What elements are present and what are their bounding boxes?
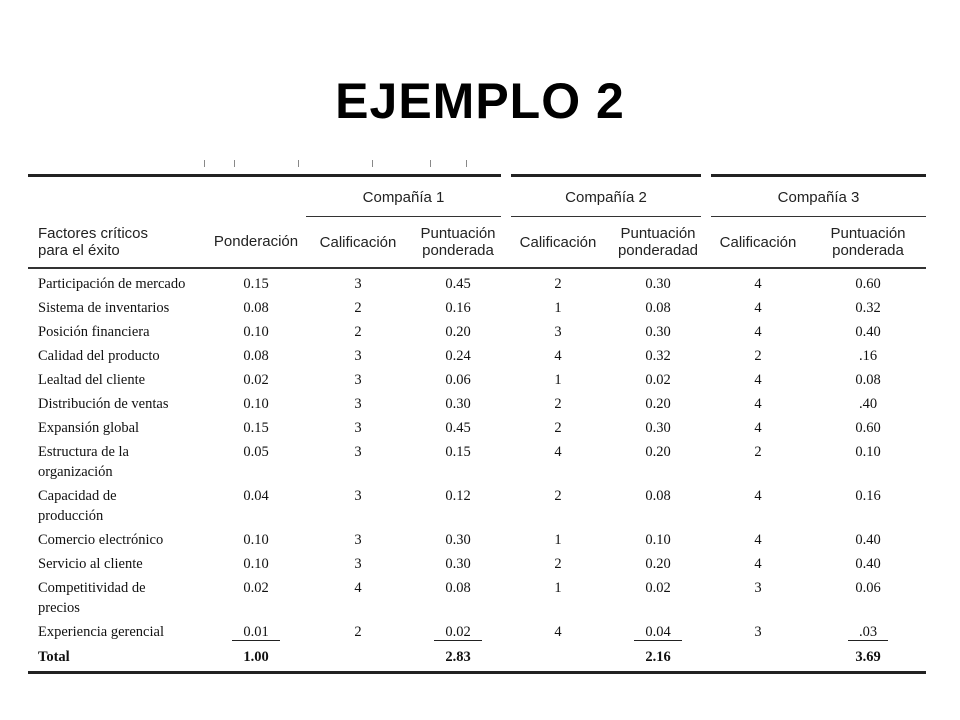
total-weight: 1.00 bbox=[206, 644, 306, 673]
weight-cell: 0.08 bbox=[243, 300, 269, 316]
c2-score-cell: 0.04 bbox=[610, 620, 706, 644]
empty-header-cell bbox=[206, 176, 306, 217]
c1-score-cell: 0.30 bbox=[445, 396, 471, 412]
total-c3-score: 3.69 bbox=[810, 644, 926, 673]
weight-cell: 0.15 bbox=[243, 420, 269, 436]
c2-rating-cell: 2 bbox=[554, 556, 562, 572]
weight-cell: 0.01 bbox=[206, 620, 306, 644]
c2-rating-cell: 1 bbox=[554, 300, 562, 316]
weight-cell: 0.02 bbox=[243, 372, 269, 388]
c1-score-cell: 0.12 bbox=[445, 488, 471, 504]
c3-rating-cell: 3 bbox=[754, 580, 762, 596]
c3-score-cell: 0.32 bbox=[855, 300, 881, 316]
c3-rating-cell: 4 bbox=[754, 488, 762, 504]
c3-rating-header: Calificación bbox=[706, 217, 810, 269]
company-1-header: Compañía 1 bbox=[306, 176, 506, 217]
c1-rating-cell: 3 bbox=[354, 532, 362, 548]
c3-score-cell: 0.60 bbox=[855, 276, 881, 292]
factor-cell: Participación de mercado bbox=[38, 276, 186, 292]
table-row bbox=[28, 392, 926, 416]
c3-score-cell: 0.60 bbox=[855, 420, 881, 436]
c3-score-cell: 0.10 bbox=[855, 444, 881, 460]
table-row bbox=[28, 440, 926, 484]
c3-rating-cell: 2 bbox=[754, 348, 762, 364]
matrix-table bbox=[28, 174, 926, 674]
empty-cell bbox=[306, 644, 410, 673]
total-c1-score: 2.83 bbox=[410, 644, 506, 673]
c1-rating-cell: 3 bbox=[354, 396, 362, 412]
c3-score-cell: 0.06 bbox=[855, 580, 881, 596]
c2-rating-cell: 4 bbox=[554, 348, 562, 364]
c2-score-cell: 0.20 bbox=[645, 396, 671, 412]
total-c2-score: 2.16 bbox=[610, 644, 706, 673]
c1-rating-cell: 2 bbox=[354, 624, 362, 640]
company-header-row bbox=[28, 176, 926, 217]
c2-score-cell: 0.30 bbox=[645, 420, 671, 436]
weight-cell: 0.05 bbox=[243, 444, 269, 460]
c1-rating-cell: 2 bbox=[354, 300, 362, 316]
weight-cell: 0.15 bbox=[243, 276, 269, 292]
table-row bbox=[28, 296, 926, 320]
c1-rating-cell: 3 bbox=[354, 488, 362, 504]
c1-score-cell: 0.30 bbox=[445, 556, 471, 572]
table-row bbox=[28, 576, 926, 620]
c2-rating-cell: 4 bbox=[554, 624, 562, 640]
factor-cell: Calidad del producto bbox=[38, 348, 160, 364]
weight-cell: 0.10 bbox=[243, 396, 269, 412]
empty-cell bbox=[506, 644, 610, 673]
c3-score-header: Puntuación ponderada bbox=[810, 217, 926, 269]
factor-cell: Servicio al cliente bbox=[38, 556, 143, 572]
c3-score-cell: 0.40 bbox=[855, 324, 881, 340]
c1-rating-cell: 3 bbox=[354, 276, 362, 292]
c2-rating-cell: 1 bbox=[554, 580, 562, 596]
c2-score-header: Puntuación ponderadad bbox=[610, 217, 706, 269]
table-row bbox=[28, 620, 926, 644]
factor-cell: Lealtad del cliente bbox=[38, 372, 146, 388]
c2-rating-cell: 2 bbox=[554, 420, 562, 436]
c2-rating-cell: 4 bbox=[554, 444, 562, 460]
factor-cell: Sistema de inventarios bbox=[38, 300, 170, 316]
c3-score-cell: 0.40 bbox=[855, 532, 881, 548]
c3-score-cell: .16 bbox=[858, 348, 878, 364]
c3-rating-cell: 4 bbox=[754, 324, 762, 340]
weight-cell: 0.02 bbox=[243, 580, 269, 596]
c2-rating-cell: 2 bbox=[554, 396, 562, 412]
c3-rating-cell: 2 bbox=[754, 444, 762, 460]
c2-score-cell: 0.02 bbox=[645, 580, 671, 596]
c2-rating-cell: 2 bbox=[554, 276, 562, 292]
c2-rating-header: Calificación bbox=[506, 217, 610, 269]
c1-rating-cell: 3 bbox=[354, 444, 362, 460]
table-row bbox=[28, 344, 926, 368]
c3-rating-cell: 4 bbox=[754, 532, 762, 548]
table-row bbox=[28, 528, 926, 552]
page-title: EJEMPLO 2 bbox=[335, 73, 625, 129]
table-row bbox=[28, 552, 926, 576]
c1-rating-cell: 3 bbox=[354, 556, 362, 572]
table-row bbox=[28, 268, 926, 296]
factor-cell: Expansión global bbox=[38, 420, 140, 436]
factor-cell: Estructura de la organización bbox=[38, 444, 129, 480]
factor-header: Factores críticos para el éxito bbox=[28, 217, 206, 269]
factor-cell: Competitividad de precios bbox=[38, 580, 146, 616]
c2-rating-cell: 3 bbox=[554, 324, 562, 340]
company-3-header: Compañía 3 bbox=[706, 176, 926, 217]
c1-score-cell: 0.24 bbox=[445, 348, 471, 364]
empty-header-cell bbox=[28, 176, 206, 217]
c2-rating-cell: 2 bbox=[554, 488, 562, 504]
c1-score-cell: 0.20 bbox=[445, 324, 471, 340]
weight-header: Ponderación bbox=[206, 217, 306, 269]
weight-cell: 0.04 bbox=[243, 488, 269, 504]
c1-rating-cell: 3 bbox=[354, 348, 362, 364]
factor-cell: Comercio electrónico bbox=[38, 532, 164, 548]
factor-cell: Capacidad de producción bbox=[38, 488, 117, 524]
matrix-body bbox=[28, 268, 926, 673]
c3-rating-cell: 4 bbox=[754, 420, 762, 436]
c2-score-cell: 0.32 bbox=[645, 348, 671, 364]
c1-rating-cell: 3 bbox=[354, 420, 362, 436]
c2-score-cell: 0.10 bbox=[645, 532, 671, 548]
table-row bbox=[28, 416, 926, 440]
c1-rating-cell: 2 bbox=[354, 324, 362, 340]
table-row bbox=[28, 484, 926, 528]
c3-rating-cell: 3 bbox=[754, 624, 762, 640]
c2-rating-cell: 1 bbox=[554, 532, 562, 548]
factor-cell: Experiencia gerencial bbox=[38, 624, 164, 640]
c3-rating-cell: 4 bbox=[754, 396, 762, 412]
factor-cell: Distribución de ventas bbox=[38, 396, 169, 412]
competitive-profile-matrix bbox=[28, 174, 926, 674]
c1-score-cell: 0.02 bbox=[410, 620, 506, 644]
c2-score-cell: 0.08 bbox=[645, 488, 671, 504]
c2-score-cell: 0.20 bbox=[645, 444, 671, 460]
c3-rating-cell: 4 bbox=[754, 300, 762, 316]
scan-tick-marks bbox=[200, 160, 500, 170]
weight-cell: 0.10 bbox=[243, 532, 269, 548]
c2-score-cell: 0.20 bbox=[645, 556, 671, 572]
c3-score-cell: 0.08 bbox=[855, 372, 881, 388]
factor-cell: Posición financiera bbox=[38, 324, 150, 340]
c2-rating-cell: 1 bbox=[554, 372, 562, 388]
column-header-row bbox=[28, 217, 926, 269]
c2-score-cell: 0.30 bbox=[645, 276, 671, 292]
weight-cell: 0.10 bbox=[243, 324, 269, 340]
c1-score-cell: 0.06 bbox=[445, 372, 471, 388]
c1-score-cell: 0.08 bbox=[445, 580, 471, 596]
c1-score-cell: 0.45 bbox=[445, 276, 471, 292]
c1-score-cell: 0.16 bbox=[445, 300, 471, 316]
c1-score-header: Puntuación ponderada bbox=[410, 217, 506, 269]
total-label: Total bbox=[28, 644, 206, 673]
weight-cell: 0.10 bbox=[243, 556, 269, 572]
c1-rating-cell: 4 bbox=[354, 580, 362, 596]
c3-score-cell: 0.16 bbox=[855, 488, 881, 504]
c2-score-cell: 0.30 bbox=[645, 324, 671, 340]
table-row bbox=[28, 320, 926, 344]
c3-rating-cell: 4 bbox=[754, 372, 762, 388]
c2-score-cell: 0.08 bbox=[645, 300, 671, 316]
c1-rating-cell: 3 bbox=[354, 372, 362, 388]
table-row bbox=[28, 368, 926, 392]
c3-score-cell: .40 bbox=[858, 396, 878, 412]
empty-cell bbox=[706, 644, 810, 673]
c1-rating-header: Calificación bbox=[306, 217, 410, 269]
c1-score-cell: 0.45 bbox=[445, 420, 471, 436]
weight-cell: 0.08 bbox=[243, 348, 269, 364]
c3-rating-cell: 4 bbox=[754, 556, 762, 572]
c2-score-cell: 0.02 bbox=[645, 372, 671, 388]
c1-score-cell: 0.30 bbox=[445, 532, 471, 548]
c1-score-cell: 0.15 bbox=[445, 444, 471, 460]
c3-score-cell: 0.40 bbox=[855, 556, 881, 572]
total-row bbox=[28, 644, 926, 673]
c3-rating-cell: 4 bbox=[754, 276, 762, 292]
c3-score-cell: .03 bbox=[810, 620, 926, 644]
company-2-header: Compañía 2 bbox=[506, 176, 706, 217]
